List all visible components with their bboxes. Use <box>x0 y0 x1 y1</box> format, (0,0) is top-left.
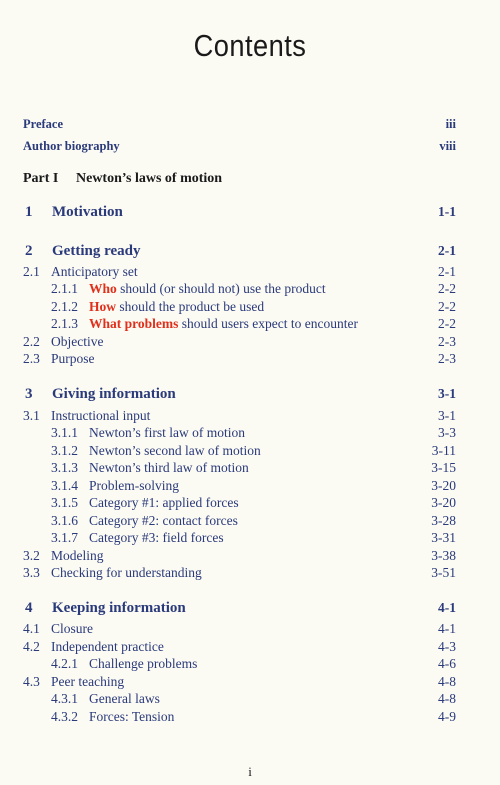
toc-subsection-2-1-3[interactable] <box>51 315 456 333</box>
subsection-title: Category #3: field forces <box>89 530 224 545</box>
subsection-title: Challenge problems <box>89 656 198 671</box>
section-page: 3-51 <box>431 565 456 580</box>
highlight-text: What problems <box>89 316 179 331</box>
section-page: 2-3 <box>438 351 456 366</box>
section-page: 4-1 <box>438 621 456 636</box>
subsection-number: 3.1.3 <box>51 460 78 475</box>
subsection-title-rest: should (or should not) use the product <box>116 281 326 296</box>
page-title: Contents <box>193 28 307 63</box>
chapter-page: 1-1 <box>438 204 456 219</box>
subsection-page: 4-8 <box>438 691 456 706</box>
chapter-title: Getting ready <box>52 243 141 259</box>
chapter-page: 3-1 <box>438 386 456 401</box>
toc-subsection-3-1-5[interactable] <box>51 494 456 512</box>
highlight-text: Who <box>89 281 117 296</box>
chapter-number: 3 <box>25 386 33 402</box>
toc-section-3-2[interactable] <box>23 547 456 565</box>
section-number: 3.3 <box>23 565 40 580</box>
subsection-number: 3.1.2 <box>51 443 78 458</box>
subsection-title: Category #1: applied forces <box>89 495 239 510</box>
subsection-number: 3.1.6 <box>51 513 78 528</box>
toc-subsection-2-1-2[interactable] <box>51 298 456 316</box>
subsection-page: 4-6 <box>438 656 456 671</box>
chapter-number: 4 <box>25 600 33 616</box>
toc-subsection-4-3-1[interactable] <box>51 690 456 708</box>
subsection-number: 4.2.1 <box>51 656 78 671</box>
subsection-number: 3.1.5 <box>51 495 78 510</box>
toc-section-3-3[interactable] <box>23 564 456 582</box>
section-title: Instructional input <box>51 408 151 423</box>
toc-subsection-4-2-1[interactable] <box>51 655 456 673</box>
subsection-page: 3-3 <box>438 425 456 440</box>
section-title: Checking for understanding <box>51 565 202 580</box>
page-number-footer: i <box>248 764 252 779</box>
entry-title: Author biography <box>23 139 120 153</box>
section-title: Objective <box>51 334 104 349</box>
subsection-number: 2.1.1 <box>51 281 78 296</box>
section-number: 4.1 <box>23 621 40 636</box>
toc-subsection-3-1-2[interactable] <box>51 442 456 460</box>
chapter-number: 1 <box>25 204 33 220</box>
subsection-number: 3.1.7 <box>51 530 78 545</box>
toc-subsection-3-1-7[interactable] <box>51 529 456 547</box>
section-title: Purpose <box>51 351 95 366</box>
section-page: 4-3 <box>438 639 456 654</box>
chapter-page: 2-1 <box>438 243 456 258</box>
subsection-title <box>89 298 264 316</box>
toc-subsection-3-1-3[interactable] <box>51 459 456 477</box>
toc-section-4-3[interactable] <box>23 673 456 691</box>
section-number: 3.1 <box>23 408 40 423</box>
subsection-title: Category #2: contact forces <box>89 513 238 528</box>
part-number: Part I <box>23 171 59 186</box>
toc-chapter-4[interactable] <box>23 598 456 618</box>
toc-subsection-3-1-4[interactable] <box>51 477 456 495</box>
part-heading <box>23 169 456 189</box>
entry-page: iii <box>445 117 456 131</box>
subsection-number: 3.1.1 <box>51 425 78 440</box>
subsection-page: 3-11 <box>431 443 456 458</box>
section-number: 4.3 <box>23 674 40 689</box>
toc-chapter-2[interactable] <box>23 241 456 261</box>
subsection-page: 4-9 <box>438 709 456 724</box>
entry-page: viii <box>439 139 456 153</box>
toc-entry-preface[interactable] <box>23 116 456 134</box>
toc-subsection-3-1-6[interactable] <box>51 512 456 530</box>
entry-title: Preface <box>23 117 64 131</box>
subsection-number: 4.3.2 <box>51 709 78 724</box>
section-number: 2.1 <box>23 264 40 279</box>
subsection-title <box>89 315 358 333</box>
subsection-title: Newton’s first law of motion <box>89 425 245 440</box>
toc-subsection-2-1-1[interactable] <box>51 280 456 298</box>
section-page: 2-3 <box>438 334 456 349</box>
subsection-page: 3-31 <box>431 530 456 545</box>
subsection-number: 3.1.4 <box>51 478 78 493</box>
toc-chapter-1[interactable] <box>23 202 456 222</box>
toc-section-3-1[interactable] <box>23 407 456 425</box>
subsection-number: 2.1.2 <box>51 299 78 314</box>
chapter-title: Motivation <box>52 204 123 220</box>
table-of-contents <box>23 116 456 724</box>
subsection-page: 2-2 <box>438 316 456 331</box>
subsection-page: 3-20 <box>431 495 456 510</box>
part-title: Newton’s laws of motion <box>76 171 223 186</box>
highlight-text: How <box>89 299 116 314</box>
toc-section-4-1[interactable] <box>23 620 456 638</box>
toc-subsection-3-1-1[interactable] <box>51 424 456 442</box>
section-page: 3-38 <box>431 548 456 563</box>
section-title: Anticipatory set <box>51 264 138 279</box>
toc-entry-author-biography[interactable] <box>23 138 456 156</box>
section-number: 2.3 <box>23 351 40 366</box>
subsection-title: General laws <box>89 691 160 706</box>
subsection-number: 2.1.3 <box>51 316 78 331</box>
chapter-page: 4-1 <box>438 600 456 615</box>
toc-subsection-4-3-2[interactable] <box>51 708 456 726</box>
toc-chapter-3[interactable] <box>23 384 456 404</box>
subsection-title: Forces: Tension <box>89 709 175 724</box>
section-number: 2.2 <box>23 334 40 349</box>
subsection-page: 2-2 <box>438 281 456 296</box>
subsection-page: 3-15 <box>431 460 456 475</box>
section-number: 4.2 <box>23 639 40 654</box>
subsection-title-rest: should users expect to encounter <box>178 316 358 331</box>
toc-section-4-2[interactable] <box>23 638 456 656</box>
section-title: Independent practice <box>51 639 164 654</box>
section-page: 2-1 <box>438 264 456 279</box>
toc-section-2-2[interactable] <box>23 333 456 351</box>
section-number: 3.2 <box>23 548 40 563</box>
chapter-title: Giving information <box>52 386 176 402</box>
subsection-title: Problem-solving <box>89 478 179 493</box>
subsection-title-rest: should the product be used <box>116 299 265 314</box>
toc-section-2-1[interactable] <box>23 263 456 281</box>
toc-section-2-3[interactable] <box>23 350 456 368</box>
subsection-title: Newton’s second law of motion <box>89 443 261 458</box>
subsection-title: Newton’s third law of motion <box>89 460 249 475</box>
section-title: Closure <box>51 621 93 636</box>
chapter-number: 2 <box>25 243 33 259</box>
subsection-number: 4.3.1 <box>51 691 78 706</box>
subsection-page: 3-28 <box>431 513 456 528</box>
section-page: 3-1 <box>438 408 456 423</box>
subsection-page: 3-20 <box>431 478 456 493</box>
section-title: Peer teaching <box>51 674 125 689</box>
section-page: 4-8 <box>438 674 456 689</box>
chapter-title: Keeping information <box>52 600 186 616</box>
subsection-page: 2-2 <box>438 299 456 314</box>
section-title: Modeling <box>51 548 104 563</box>
subsection-title <box>89 280 326 298</box>
